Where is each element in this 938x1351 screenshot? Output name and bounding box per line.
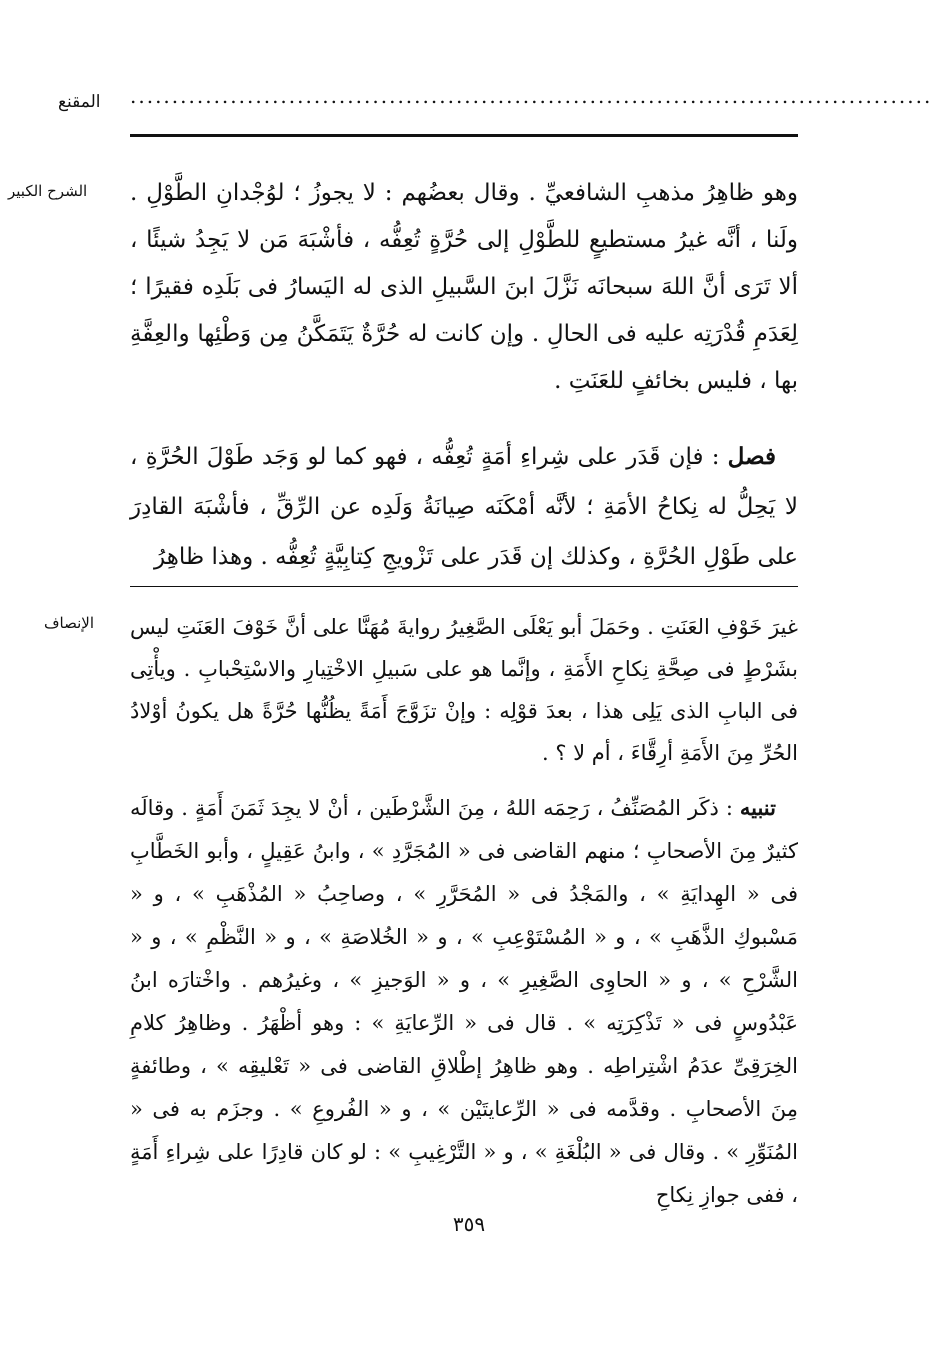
section-divider [130, 586, 798, 587]
insaf-paragraph-2 [130, 786, 798, 1217]
sharh-paragraph-1: وهو ظاهِرُ مذهبِ الشافعيِّ . وقال بعضُهم : لا يجوزُ ؛ لوُجْدانِ الطَّوْلِ . ولَنا ، أنَّه غيرُ مستطيعٍ للطَّوْلِ إلى حُرَّةٍ تُعِفُّه ، فأشْبَهَ مَن لا يَجِدُ شيئًا ، ألا تَرَى أنَّ اللهَ سبحانَه نَزَّلَ ابنَ السَّبيلِ الذى له اليَسارُ فى بَلَدِه فقيرًا ؛ لِعَدَمِ قُدْرَتِه عليه فى الحالِ . وإن كانت له حُرَّةٌ يَتَمَكَّنُ مِن وَطْئِها والعِفَّةِ بها ، فليس بخائفٍ للعَنَتِ . [130, 180, 798, 394]
page-number: ٣٥٩ [452, 1212, 486, 1236]
running-header-title: المقنع [58, 92, 101, 112]
insaf-paragraph-2-body: : ذكَر المُصَنِّفُ ، رَحِمَه اللهُ ، مِنَ الشَّرْطَين ، أنْ لا يجِدَ ثَمَنَ أَمَةٍ . وقالَه كثيرٌ مِنَ الأصحابِ ؛ منهم القاضى فى « المُجَرَّدِ » ، وابنُ عَقِيلٍ ، وأبو الخَطَّابِ فى « الهِدايَةِ » ، والمَجْدُ فى « المُحَرَّرِ » ، وصاحِبُ « المُذْهَبِ » ، و « مَسْبوكِ الذَّهَبِ » ، و « المُسْتَوْعِبِ » ، و « الخُلاصَةِ » ، و « النَّظْمِ » ، و « الشَّرْحِ » ، و « الحاوِى الصَّغِيرِ » ، و « الوَجيزِ » ، وغيرُهم . واخْتارَه ابنُ عَبْدُوسٍ فى « تَذْكِرَتِه » . قال فى « الرِّعايَةِ » : وهو أظْهَرُ . وظاهِرُ كلامِ الخِرَقِىِّ عدَمُ اشْتِراطِه . وهو ظاهِرُ إطْلاقِ القاضى فى « تَعْليقِه » ، وطائفةٍ مِنَ الأصحابِ . وقدَّمه فى « الرِّعايتَيْن » ، و « الفُروعِ » . وجزَم به فى « المُنَوِّرِ » . وقال فى « البُلْغَةِ » ، و « التَّرْغِيبِ » : لو كان قادِرًا على شِراءِ أَمَةٍ ، ففى جوازِ نِكاحِ [130, 796, 798, 1207]
side-label-sharh: الشرح الكبير [8, 182, 88, 200]
sharh-section-1 [130, 170, 798, 405]
insaf-section-2 [130, 786, 798, 1217]
fasl-heading: فصل [727, 443, 776, 470]
running-header-dots: ................................................................................................ [130, 84, 933, 108]
side-label-insaf: الإنصاف [44, 614, 95, 632]
sharh-section-2 [130, 432, 798, 582]
insaf-section-1 [130, 606, 798, 774]
sharh-paragraph-2-body: : فإن قَدَر على شِراءِ أمَةٍ تُعِفُّه ، فهو كما لو وَجَد طَوْلَ الحُرَّةِ ، لا يَحِلُّ له نِكاحُ الأمَةِ ؛ لأنَّه أمْكَنَه صِيانَةُ وَلَدِه عن الرِّقِّ ، فأشْبَهَ القادِرَ على طَوْلِ الحُرَّةِ ، وكذلك إن قَدَر على تَزْويجِ كِتابِيَّةٍ تُعِفُّه . وهذا ظاهِرُ [130, 444, 798, 570]
tanbih-heading: تنبيه [739, 795, 776, 820]
header-rule [130, 134, 798, 137]
sharh-paragraph-2 [130, 432, 798, 582]
insaf-paragraph-1: غيرَ خَوْفِ العَنَتِ . وحَمَلَ أبو يَعْلَى الصَّغِيرُ روايةَ مُهَنَّا على أنَّ خَوْفَ العَنَتِ ليس بشَرْطٍ فى صِحَّةِ نِكاحِ الأَمَةِ ، وإنَّما هو على سَبيلِ الاخْتِيارِ والاسْتِحْبابِ . ويأْتِى فى البابِ الذى يَلِى هذا ، بعدَ قوْلِه : وإنْ تزَوَّجَ أَمَةً يظُنُّها حُرَّةً هل يكونُ أوْلادُ الحُرِّ مِنَ الأَمَةِ أرِقَّاءَ ، أم لا ؟ . [130, 615, 798, 765]
